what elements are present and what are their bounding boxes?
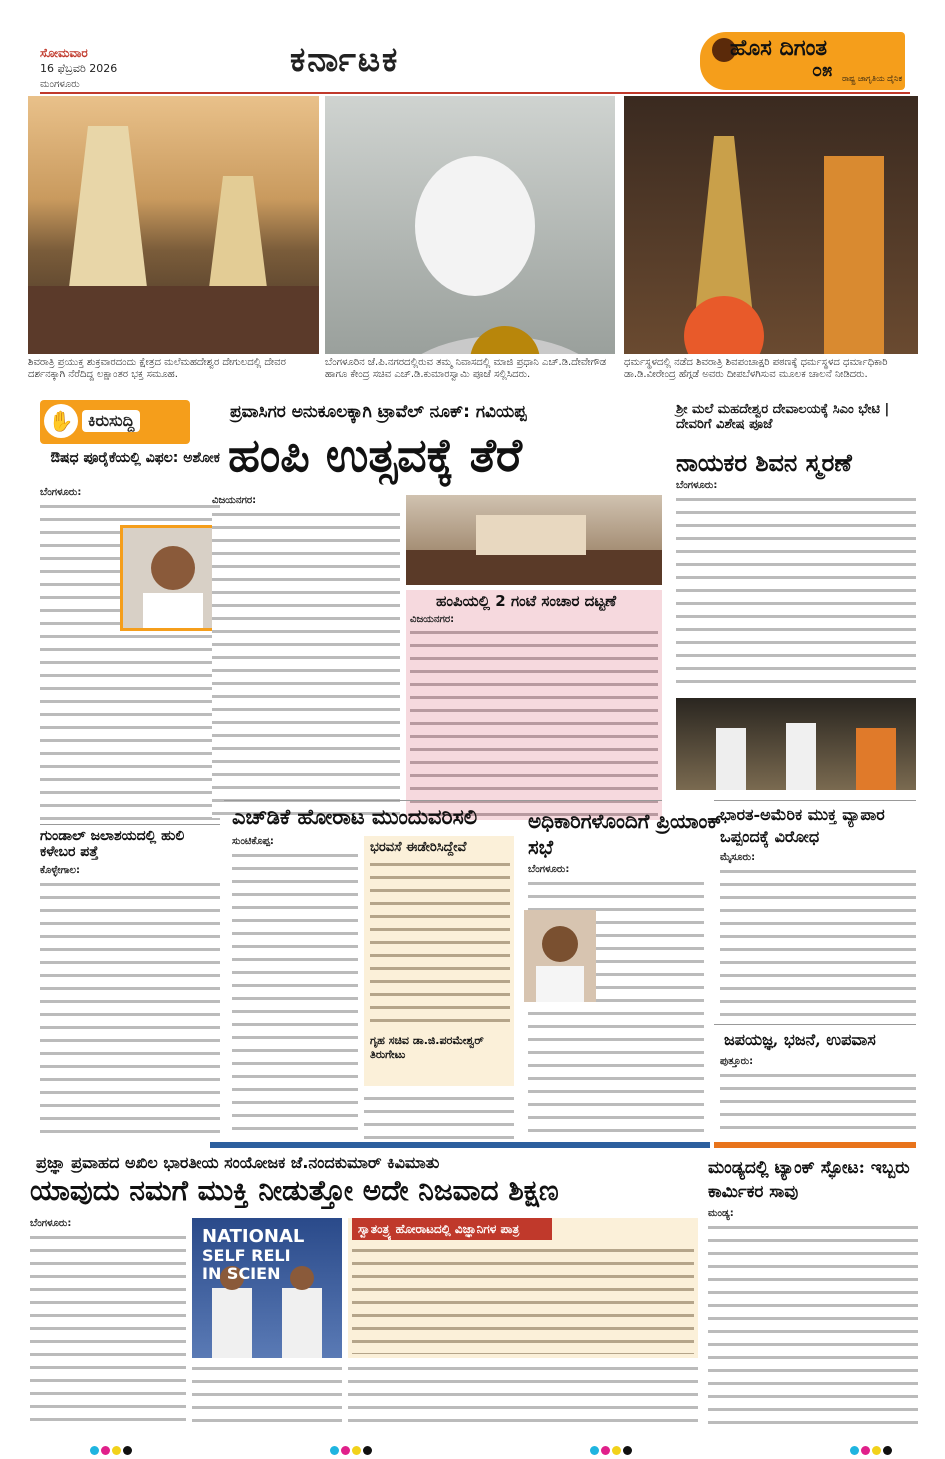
lamp-photo-art [624, 96, 918, 354]
cm-photo-art [676, 698, 916, 790]
kiru-dateline-1: ಬೆಂಗಳೂರು: [40, 487, 82, 498]
prajna-dateline: ಬೆಂಗಳೂರು: [30, 1218, 72, 1229]
prajna-event-photo [192, 1218, 342, 1358]
trade-dateline: ಮೈಸೂರು: [720, 852, 756, 863]
hdk-headline: ಎಚ್‌ಡಿಕೆ ಹೋರಾಟ ಮುಂದುವರಿಸಲಿ [232, 804, 478, 829]
temple-crowd-photo [28, 96, 319, 354]
trade-headline: ಭಾರತ-ಅಮೆರಿಕ ಮುಕ್ತ ವ್ಯಾಪಾರ ಒಪ್ಪಂದಕ್ಕೆ ವಿರೋಧ [720, 805, 885, 846]
prajna-story-col1 [30, 1231, 186, 1431]
puja-photo-art [325, 96, 615, 354]
promise-box-credit: ಗೃಹ ಸಚಿವ ಡಾ.ಜಿ.ಪರಮೇಶ್ವರ್ ತಿರುಗೇಟು [370, 1034, 484, 1061]
promise-box-text [370, 858, 510, 1028]
page-number: ೦೫ [812, 60, 833, 81]
cm-temple-photo [676, 698, 916, 790]
officers-dateline: ಬೆಂಗಳೂರು: [528, 864, 570, 875]
registration-marks-2 [330, 1440, 374, 1459]
hampi-story-col1 [212, 508, 400, 818]
masthead-city: ಮಂಗಳೂರು [40, 79, 80, 90]
registration-marks-1 [90, 1440, 134, 1459]
cm-visit-dateline: ಬೆಂಗಳೂರು: [676, 480, 718, 491]
prajna-story-col2 [192, 1362, 342, 1432]
banner-text-3: IN SCIEN [202, 1264, 281, 1283]
cm-visit-headline: ನಾಯಕರ ಶಿವನ ಸ್ಮರಣೆ [676, 448, 852, 477]
hampi-stage-photo [406, 495, 662, 585]
banner-text-2: SELF RELI [202, 1246, 291, 1265]
kiru-headline-1: ಔಷಧ ಪೂರೈಕೆಯಲ್ಲಿ ವಿಫಲ: ಅಶೋಕ [50, 450, 220, 466]
puja-photo [325, 96, 615, 354]
temple-photo-art [28, 96, 319, 354]
hampi-dateline: ವಿಜಯನಗರ: [212, 495, 257, 506]
stage-photo-art [406, 495, 662, 585]
kiru-divider [40, 824, 220, 825]
scientists-box-title: ಸ್ವಾತಂತ್ರ್ಯ ಹೋರಾಟದಲ್ಲಿ ವಿಜ್ಞಾನಿಗಳ ಪಾತ್ರ [358, 1222, 520, 1236]
prajna-kicker: ಪ್ರಜ್ಞಾ ಪ್ರವಾಹದ ಅಖಿಲ ಭಾರತೀಯ ಸಂಯೋಜಕ ಜೆ.ನಂದಕುಮಾರ್ ಕಿವಿಮಾತು [36, 1153, 440, 1172]
banner-text-1: NATIONAL [202, 1226, 305, 1247]
masthead-date: 16 ಫೆಬ್ರವರಿ 2026 [40, 62, 118, 75]
kiru-dateline-2: ಕೊಳ್ಳೇಗಾಲ: [40, 865, 81, 876]
kiru-story-2-text [40, 878, 220, 1140]
photo3-caption: ಧರ್ಮಸ್ಥಳದಲ್ಲಿ ನಡೆದ ಶಿವರಾತ್ರಿ ಶಿವಪಂಚಾಕ್ಷರಿ ಪಠಣಕ್ಕೆ ಧರ್ಮಸ್ಥಳದ ಧರ್ಮಾಧಿಕಾರಿ ಡಾ.ಡಿ.ವೀರೇಂದ್ರ ಹೆಗ್ಗಡೆ ಅವರು ದೀಪಬೆಳಗಿಸುವ ಮೂಲಕ ಚಾಲನೆ ನೀಡಿದರು. [624, 357, 888, 380]
priyank-portrait [524, 910, 596, 1002]
lamp-lighting-photo [624, 96, 918, 354]
photo1-caption: ಶಿವರಾತ್ರಿ ಪ್ರಯುಕ್ತ ಶುಕ್ರವಾರದಂದು ಕ್ಷೇತ್ರದ ಮಲೆಮಹದೇಶ್ವರ ದೇಗುಲದಲ್ಲಿ ದೇವರ ದರ್ಶನಕ್ಕಾಗಿ ನೆರೆದಿದ್ದ ಲಕ್ಷಾಂತರ ಭಕ್ತ ಸಮೂಹ. [28, 357, 286, 380]
hampi-kicker: ಪ್ರವಾಸಿಗರ ಅನುಕೂಲಕ್ಕಾಗಿ ಟ್ರಾವೆಲ್ ನೂಕ್: ಗವಿಯಪ್ಪ [230, 402, 527, 422]
trade-top-rule [714, 800, 916, 801]
mandya-headline: ಮಂಡ್ಯದಲ್ಲಿ ಟ್ಯಾಂಕ್ ಸ್ಫೋಟ: ಇಬ್ಬರು ಕಾರ್ಮಿಕರ ಸಾವು [708, 1158, 910, 1202]
hdk-dateline: ಸುಂಟಿಕೊಪ್ಪ: [232, 836, 274, 847]
hand-icon: ✋ [44, 404, 78, 438]
section-title: ಕರ್ನಾಟಕ [290, 40, 400, 80]
mandya-story-text [708, 1221, 918, 1431]
prajna-story-col3 [348, 1362, 698, 1432]
hampi-box-title: ಹಂಪಿಯಲ್ಲಿ 2 ಗಂಟೆ ಸಂಚಾರ ದಟ್ಟಣೆ [436, 592, 617, 610]
promise-box-title: ಭರವಸೆ ಈಡೇರಿಸಿದ್ದೇವೆ [370, 840, 467, 855]
row-divider [224, 800, 662, 801]
logo-text: ಹೊಸ ದಿಗಂತ [730, 36, 828, 61]
trade-divider [714, 1024, 916, 1025]
cm-visit-text [676, 493, 916, 693]
hampi-box-dateline: ವಿಜಯನಗರ: [410, 614, 455, 625]
japa-headline: ಜಪಯಜ್ಞ, ಭಜನೆ, ಉಪವಾಸ [724, 1030, 876, 1049]
ashoka-portrait [120, 525, 226, 631]
kiru-headline-2: ಗುಂಡಾಲ್ ಜಲಾಶಯದಲ್ಲಿ ಹುಲಿ ಕಳೇಬರ ಪತ್ತೆ [40, 828, 185, 860]
cm-visit-kicker: ಶ್ರೀ ಮಲೆ ಮಹದೇಶ್ವರ ದೇವಾಲಯಕ್ಕೆ ಸಿಎಂ ಭೇಟಿ | ದೇವರಿಗೆ ವಿಶೇಷ ಪೂಜೆ [676, 402, 890, 432]
scientists-box-text [352, 1244, 694, 1354]
kiru-suddi-label: ಕಿರುಸುದ್ದಿ [82, 410, 140, 432]
registration-marks-4 [850, 1440, 894, 1459]
hampi-box-text [410, 626, 658, 816]
priyank-portrait-art [524, 910, 596, 1002]
registration-marks-3 [590, 1440, 634, 1459]
hdk-story-text [232, 849, 358, 1139]
divider-bar-blue [210, 1142, 710, 1148]
japa-story-text [720, 1069, 916, 1139]
divider-bar-orange [714, 1142, 916, 1148]
hampi-headline: ಹಂಪಿ ಉತ್ಸವಕ್ಕೆ ತೆರೆ [228, 428, 522, 482]
logo-tagline: ರಾಷ್ಟ್ರ ಜಾಗೃತಿಯ ದೈನಿಕ [842, 74, 903, 83]
japa-dateline: ಪುತ್ತೂರು: [720, 1056, 754, 1067]
photo2-caption: ಬೆಂಗಳೂರಿನ ಜೆ.ಪಿ.ನಗರದಲ್ಲಿರುವ ತಮ್ಮ ನಿವಾಸದಲ್ಲಿ ಮಾಜಿ ಪ್ರಧಾನಿ ಎಚ್.ಡಿ.ದೇವೇಗೌಡ ಹಾಗೂ ಕೇಂದ್ರ ಸಚಿವ ಎಚ್.ಡಿ.ಕುಮಾರಸ್ವಾಮಿ ಪೂಜೆ ಸಲ್ಲಿಸಿದರು. [325, 357, 607, 380]
trade-story-text [720, 865, 916, 1020]
portrait-art [123, 528, 223, 628]
masthead-day: ಸೋಮವಾರ [40, 46, 88, 60]
prajna-headline: ಯಾವುದು ನಮಗೆ ಮುಕ್ತಿ ನೀಡುತ್ತೋ ಅದೇ ನಿಜವಾದ ಶಿಕ್ಷಣ [30, 1174, 559, 1207]
officers-headline: ಅಧಿಕಾರಿಗಳೊಂದಿಗೆ ಪ್ರಿಯಾಂಕ್ ಸಭೆ [528, 809, 723, 859]
masthead-rule [40, 92, 910, 94]
hdk-story-continued [364, 1092, 514, 1140]
mandya-dateline: ಮಂಡ್ಯ: [708, 1208, 734, 1219]
